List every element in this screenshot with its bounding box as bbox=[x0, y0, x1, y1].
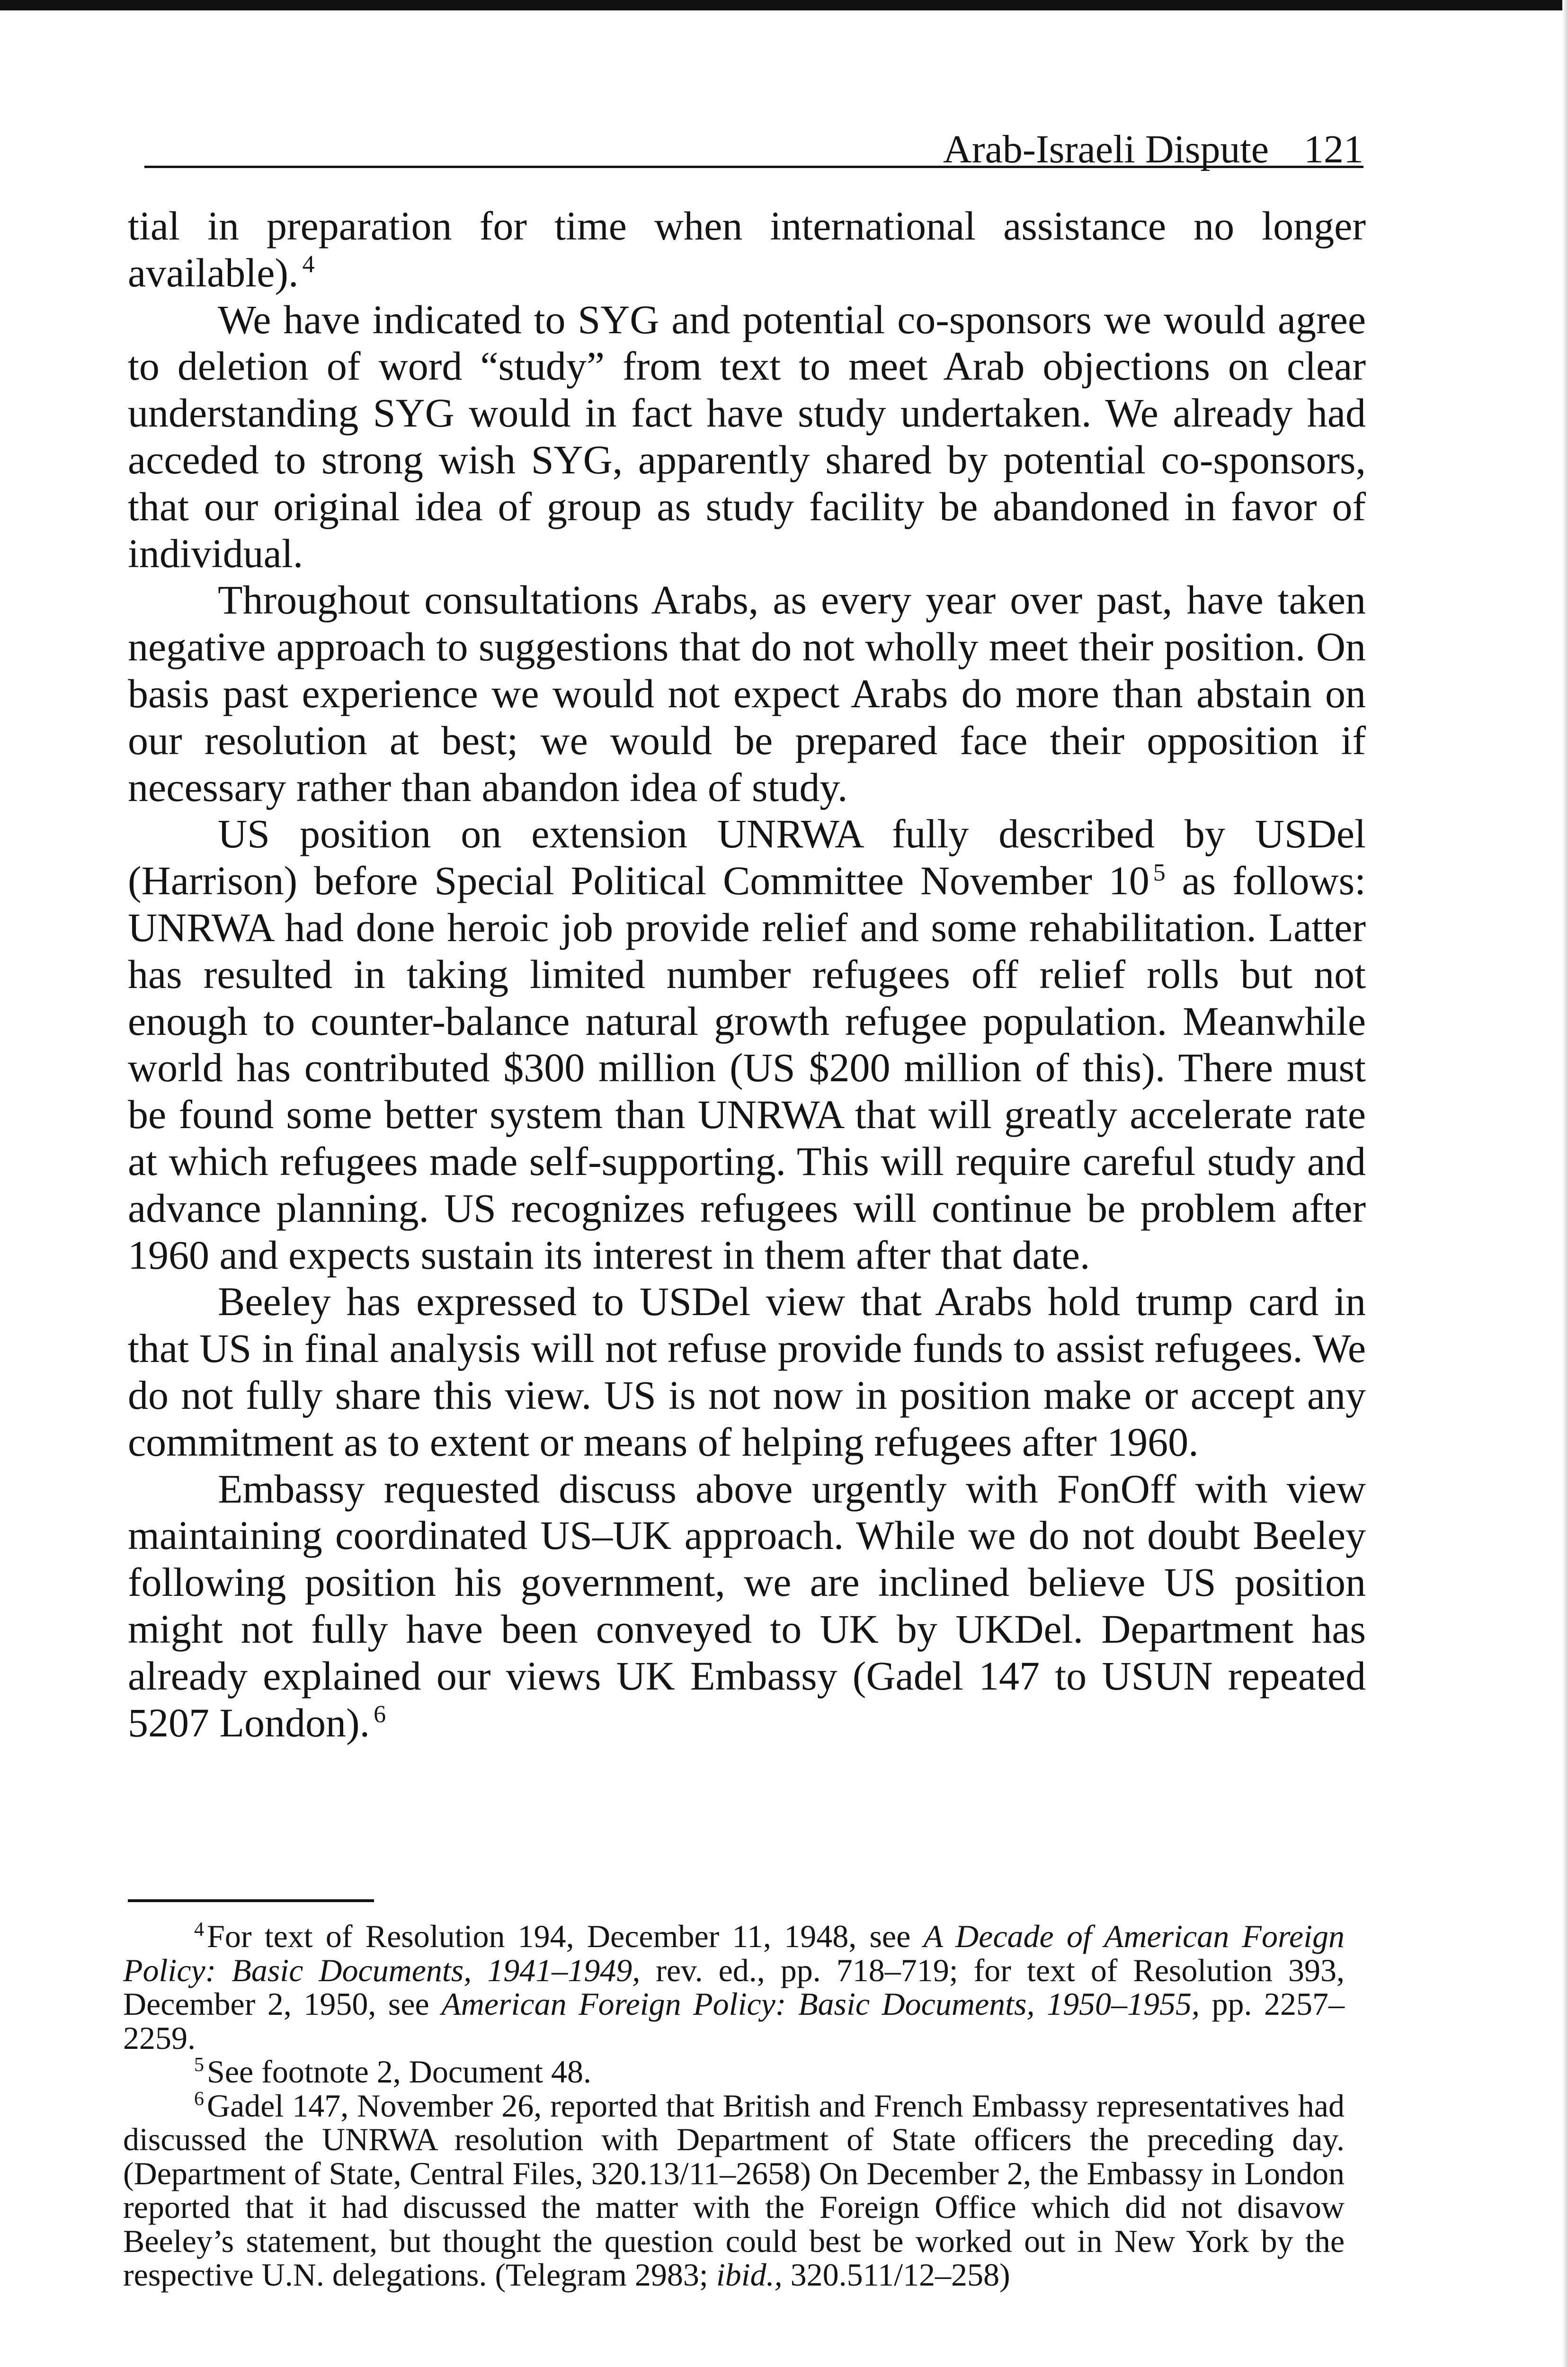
footnote-5-text: See footnote 2, Document 48. bbox=[207, 2054, 592, 2090]
footnote-6 bbox=[123, 2089, 1345, 2292]
footnote-4-text-3: pp. 2257–2259. bbox=[123, 1986, 1345, 2056]
paragraph-1-text: tial in preparation for time when international assistance no longer available). bbox=[128, 203, 1366, 295]
footnote-5-number: 5 bbox=[194, 2054, 204, 2076]
footnote-4-text-2: rev. ed., pp. 718–719; for text of Resolution 393, December 2, 1950, see bbox=[123, 1952, 1345, 2022]
paragraph-4-text-b: as follows: UNRWA had done heroic job provide relief and some rehabilitation. Latter has resulted in taking limited number refugees off relief rolls but not enough to counter-balance natural growth refugee population. Meanwhile world has contributed $300 million (US $200 million of this). There must be found some better system than UNRWA that will greatly accelerate rate at which refugees made self-supporting. This will require careful study and advance planning. US recognizes refugees will continue be problem after 1960 and expects sustain its interest in them after that date. bbox=[128, 858, 1366, 1278]
footnote-6-text-2: 320.511/12–258) bbox=[782, 2257, 1010, 2293]
footnote-divider bbox=[128, 1899, 374, 1902]
footnote-ref-6[interactable]: 6 bbox=[374, 1700, 386, 1728]
paragraph-6 bbox=[128, 1466, 1366, 1746]
paragraph-1 bbox=[128, 203, 1366, 296]
running-head-title: Arab-Israeli Dispute bbox=[943, 127, 1269, 171]
paragraph-2: We have indicated to SYG and potential co-sponsors we would agree to deletion of word “study” from text to meet Arab objections on clear understanding SYG would in fact have study undertaken. We already had acceded to strong wish SYG, apparently shared by potential co-sponsors, that our original idea of group as study facility be abandoned in favor of individual. bbox=[128, 296, 1366, 576]
paragraph-4-text-a: US position on extension UNRWA fully described by USDel (Harrison) before Special Political Committee November 10 bbox=[128, 811, 1366, 904]
footnote-4 bbox=[123, 1920, 1345, 2055]
footnotes bbox=[123, 1920, 1345, 2292]
scan-edge-shadow bbox=[1562, 0, 1568, 2367]
footnote-6-number: 6 bbox=[194, 2088, 204, 2110]
footnote-ref-4[interactable]: 4 bbox=[302, 251, 315, 278]
footnote-4-title-1: A Decade of American Foreign Policy: Basic Documents, 1941–1949, bbox=[123, 1918, 1345, 1988]
paragraph-5: Beeley has expressed to USDel view that Arabs hold trump card in that US in final analysis will not refuse provide funds to assist refugees. We do not fully share this view. US is not now in position make or accept any commitment as to extent or means of helping refugees after 1960. bbox=[128, 1279, 1366, 1465]
page-number: 121 bbox=[1304, 127, 1363, 171]
footnote-4-title-2: American Foreign Policy: Basic Documents, 1950–1955, bbox=[441, 1986, 1200, 2022]
running-head bbox=[144, 114, 1363, 171]
paragraph-4 bbox=[128, 810, 1366, 1278]
main-text bbox=[128, 203, 1366, 1746]
footnote-4-number: 4 bbox=[194, 1919, 204, 1941]
footnote-6-text-1: Gadel 147, November 26, reported that British and French Embassy representatives had discussed the UNRWA resolution with Department of State officers the preceding day. (Department of State, Central Files, 320.13/11–2658) On December 2, the Embassy in London reported that it had discussed the matter with the Foreign Office which did not disavow Beeley’s statement, but thought the question could best be worked out in New York by the respective U.N. delegations. (Telegram 2983; bbox=[123, 2087, 1345, 2293]
page-top-border bbox=[0, 0, 1568, 10]
footnote-ref-5[interactable]: 5 bbox=[1153, 859, 1166, 886]
paragraph-3: Throughout consultations Arabs, as every year over past, have taken negative approach to suggestions that do not wholly meet their position. On basis past experience we would not expect Arabs do more than abstain on our resolution at best; we would be prepared face their opposition if necessary rather than abandon idea of study. bbox=[128, 577, 1366, 810]
footnote-6-ibid: ibid., bbox=[716, 2257, 783, 2293]
footnote-5 bbox=[123, 2055, 1345, 2089]
footnote-4-text-1: For text of Resolution 194, December 11, 1948, see bbox=[207, 1918, 924, 1954]
paragraph-6-text: Embassy requested discuss above urgently with FonOff with view maintaining coordinated US–UK approach. While we do not doubt Beeley following position his government, we are inclined believe US position might not fully have been conveyed to UK by UKDel. Department has already explained our views UK Embassy (Gadel 147 to USUN repeated 5207 London). bbox=[128, 1466, 1366, 1745]
